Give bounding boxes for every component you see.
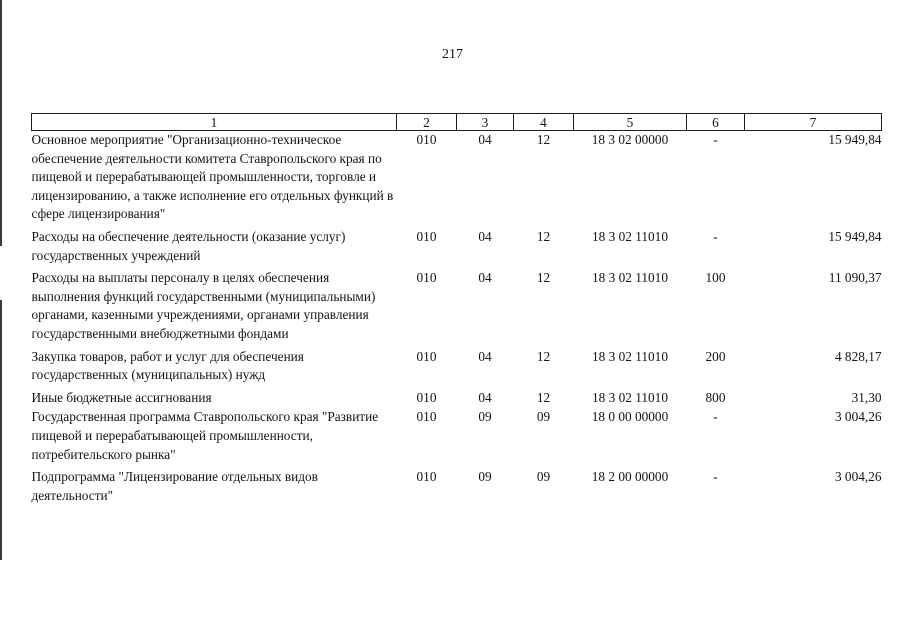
row-name: Расходы на выплаты персоналу в целях обеспечения выполнения функций государственными (муниципальными) органами, казенными учреждениями, органами управления государственными внебюджетными фондами	[31, 270, 376, 341]
table-row	[32, 269, 882, 347]
row-section: 04	[478, 389, 492, 405]
page-number: 217	[442, 47, 463, 62]
row-name: Государственная программа Ставропольского края "Развитие пищевой и перерабатывающей промышленности, потребительского рынка"	[31, 409, 379, 462]
row-section: 04	[478, 228, 492, 244]
row-amount: 11 090,37	[828, 270, 882, 286]
row-ministry-code: 010	[416, 409, 437, 425]
budget-table	[31, 113, 882, 509]
row-subsection: 12	[536, 270, 551, 286]
table-row	[32, 348, 882, 389]
table-row	[32, 408, 882, 468]
column-header-2: 2	[397, 114, 457, 131]
row-amount: 3 004,26	[834, 469, 882, 485]
column-header-7: 7	[745, 114, 882, 131]
header-row	[32, 114, 882, 131]
row-amount: 3 004,26	[834, 409, 882, 425]
table-row	[32, 131, 882, 228]
row-name: Закупка товаров, работ и услуг для обеспечения государственных (муниципальных) нужд	[31, 348, 304, 383]
row-expense-type: -	[713, 469, 718, 485]
row-amount: 31,30	[851, 389, 882, 405]
column-header-6: 6	[687, 114, 745, 131]
row-amount: 4 828,17	[834, 348, 882, 364]
row-target-article: 18 3 02 11010	[592, 348, 668, 364]
row-target-article: 18 3 02 11010	[592, 228, 668, 244]
row-amount: 15 949,84	[828, 228, 882, 244]
row-expense-type: 800	[705, 389, 726, 405]
row-amount: 15 949,84	[828, 132, 882, 147]
table-row	[32, 468, 882, 509]
column-header-3: 3	[457, 114, 514, 131]
row-target-article: 18 2 00 00000	[591, 469, 669, 485]
row-name: Подпрограмма "Лицензирование отдельных видов деятельности"	[31, 469, 318, 503]
row-name: Расходы на обеспечение деятельности (оказание услуг) государственных учреждений	[31, 228, 346, 263]
row-section: 09	[478, 409, 492, 425]
row-subsection: 12	[536, 228, 551, 244]
row-expense-type: -	[713, 132, 718, 147]
row-section: 09	[478, 469, 492, 485]
row-ministry-code: 010	[416, 469, 437, 485]
column-header-1: 1	[32, 114, 397, 131]
row-subsection: 12	[536, 348, 551, 364]
row-section: 04	[478, 270, 492, 286]
row-ministry-code: 010	[416, 348, 437, 364]
row-expense-type: 100	[705, 270, 726, 286]
scan-edge-left	[0, 0, 2, 246]
row-ministry-code: 010	[416, 132, 437, 147]
row-expense-type: -	[713, 409, 718, 425]
column-header-5: 5	[574, 114, 687, 131]
row-target-article: 18 0 00 00000	[591, 409, 669, 425]
row-target-article: 18 3 02 11010	[592, 270, 668, 286]
row-ministry-code: 010	[416, 389, 437, 405]
row-subsection: 09	[536, 469, 551, 485]
row-section: 04	[478, 132, 492, 147]
row-expense-type: 200	[705, 348, 726, 364]
row-ministry-code: 010	[416, 270, 437, 286]
column-header-4: 4	[514, 114, 574, 131]
row-subsection: 12	[536, 389, 551, 405]
row-target-article: 18 3 02 11010	[592, 389, 668, 405]
row-name: Основное мероприятие "Организационно-техническое обеспечение деятельности комитета Ставропольского края по пищевой и перерабатывающей промышленности, торговле и лицензированию, а также исполнение его отдельных функций в сфере лицензирования"	[31, 132, 394, 222]
table-row	[32, 228, 882, 269]
row-section: 04	[478, 348, 492, 364]
row-expense-type: -	[713, 228, 718, 244]
row-ministry-code: 010	[416, 228, 437, 244]
row-target-article: 18 3 02 00000	[591, 132, 669, 147]
row-subsection: 12	[536, 132, 551, 147]
table-row	[32, 389, 882, 409]
row-name: Иные бюджетные ассигнования	[31, 389, 212, 405]
scan-edge-left-lower	[0, 300, 2, 560]
row-subsection: 09	[536, 409, 551, 425]
